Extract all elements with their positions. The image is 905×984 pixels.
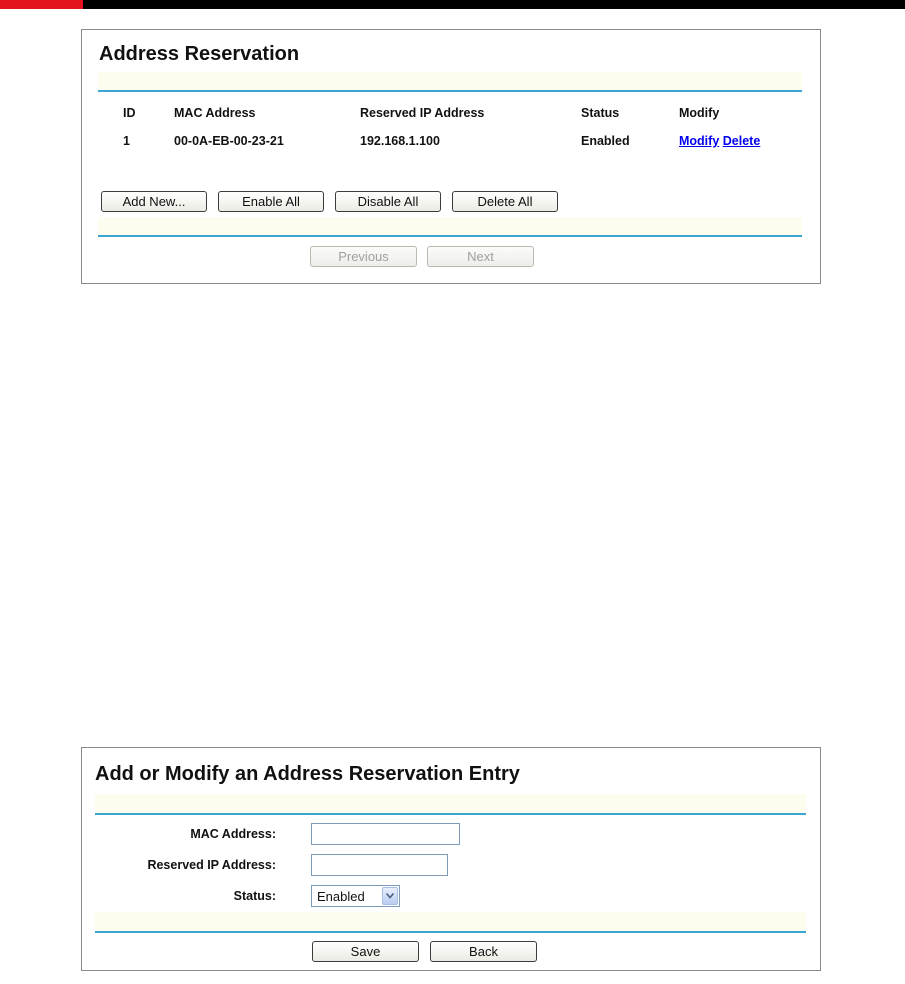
- status-label: Status:: [233, 889, 276, 903]
- form-footer-divider: [95, 931, 806, 933]
- enable-all-button[interactable]: Enable All: [218, 191, 324, 212]
- delete-link[interactable]: Delete: [722, 134, 761, 148]
- col-header-status: Status: [581, 106, 620, 120]
- col-header-id: ID: [123, 106, 136, 120]
- page-header-bar: [0, 0, 905, 9]
- row-id: 1: [123, 134, 130, 148]
- modify-link[interactable]: Modify: [679, 134, 720, 148]
- reserved-ip-label: Reserved IP Address:: [147, 858, 276, 872]
- mac-address-label: MAC Address:: [190, 827, 276, 841]
- next-button[interactable]: Next: [427, 246, 534, 267]
- status-select-value: Enabled: [317, 889, 365, 904]
- footer-divider: [98, 235, 802, 237]
- chevron-down-icon[interactable]: [382, 887, 398, 905]
- mac-address-input[interactable]: [311, 823, 460, 845]
- footer-band: [98, 217, 802, 235]
- delete-all-button[interactable]: Delete All: [452, 191, 558, 212]
- col-header-modify: Modify: [679, 106, 720, 120]
- save-button[interactable]: Save: [312, 941, 419, 962]
- row-modify-cell: [679, 134, 760, 148]
- form-title: Add or Modify an Address Reservation Entry: [95, 763, 520, 785]
- entry-form-panel: [81, 747, 821, 971]
- form-title-divider: [95, 813, 806, 815]
- add-new-button[interactable]: Add New...: [101, 191, 207, 212]
- status-select[interactable]: [311, 885, 400, 907]
- previous-button[interactable]: Previous: [310, 246, 417, 267]
- form-title-band: [95, 794, 806, 813]
- disable-all-button[interactable]: Disable All: [335, 191, 441, 212]
- title-band: [98, 72, 802, 90]
- row-ip: 192.168.1.100: [360, 134, 440, 148]
- reserved-ip-input[interactable]: [311, 854, 448, 876]
- title-divider: [98, 90, 802, 92]
- page-title: Address Reservation: [99, 43, 300, 65]
- header-accent-stripe: [0, 0, 83, 9]
- row-mac: 00-0A-EB-00-23-21: [174, 134, 284, 148]
- row-status: Enabled: [581, 134, 630, 148]
- address-reservation-panel: [81, 29, 821, 284]
- col-header-mac: MAC Address: [174, 106, 256, 120]
- form-footer-band: [95, 912, 806, 931]
- col-header-ip: Reserved IP Address: [360, 106, 485, 120]
- back-button[interactable]: Back: [430, 941, 537, 962]
